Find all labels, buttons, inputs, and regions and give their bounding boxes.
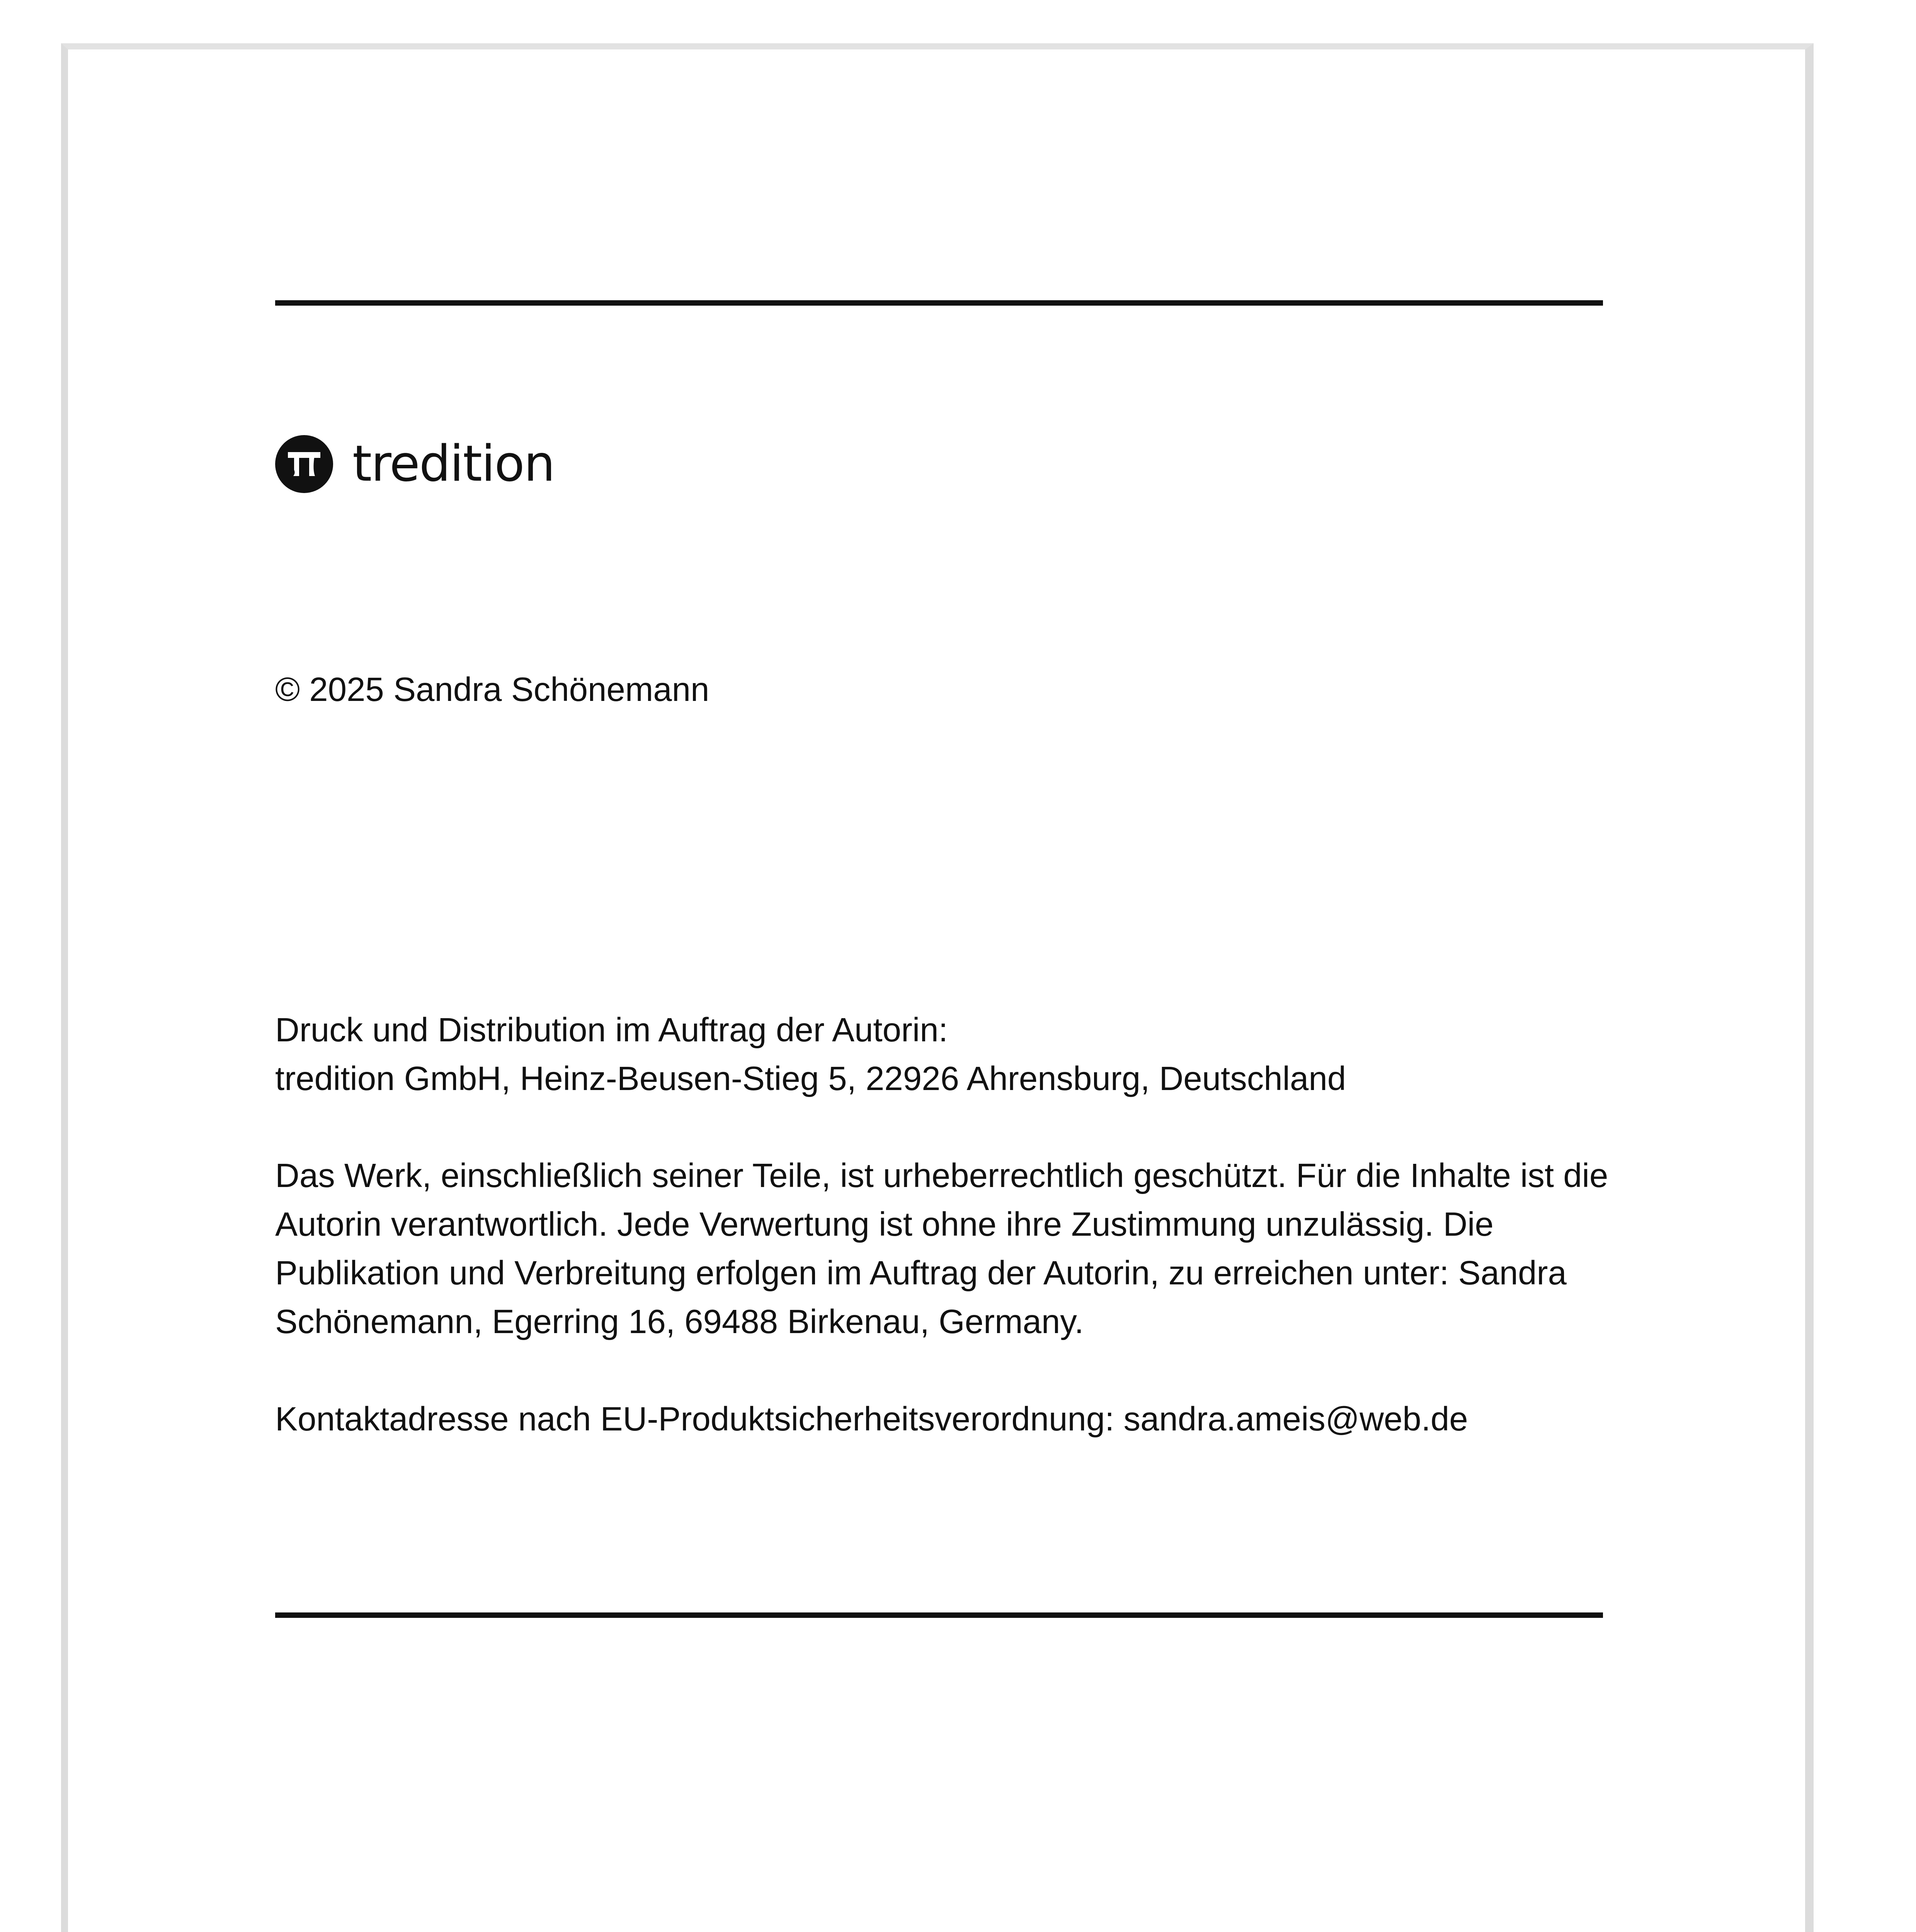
contact-address: Kontaktadresse nach EU-Produktsicherheitsverordnung: sandra.ameis@web.de — [275, 1400, 1468, 1438]
publisher-logo-text: tredition — [352, 435, 555, 493]
publisher-address: tredition GmbH, Heinz-Beusen-Stieg 5, 22926 Ahrensburg, Deutschland — [275, 1060, 1346, 1097]
top-divider — [275, 300, 1603, 306]
rights-notice-block — [275, 1151, 1608, 1346]
bottom-divider — [275, 1612, 1603, 1618]
publisher-logo — [275, 435, 555, 493]
copyright-notice: © 2025 Sandra Schönemann — [275, 671, 710, 708]
document-page — [61, 43, 1814, 1932]
rights-notice: Das Werk, einschließlich seiner Teile, ist urheberrechtlich geschützt. Für die Inhalte ist die Autorin verantwortlich. Jede Verwertung ist ohne ihre Zustimmung unzulässig. Die Publikation und Verbreitung erfolgen im Auftrag der Autorin, zu erreichen unter: Sandra Schönemann, Egerring 16, 69488 Birkenau, Germany. — [275, 1157, 1608, 1340]
printing-distribution-block — [275, 1006, 1608, 1103]
tredition-logo-icon — [275, 435, 333, 493]
printing-line: Druck und Distribution im Auftrag der Autorin: — [275, 1011, 948, 1049]
